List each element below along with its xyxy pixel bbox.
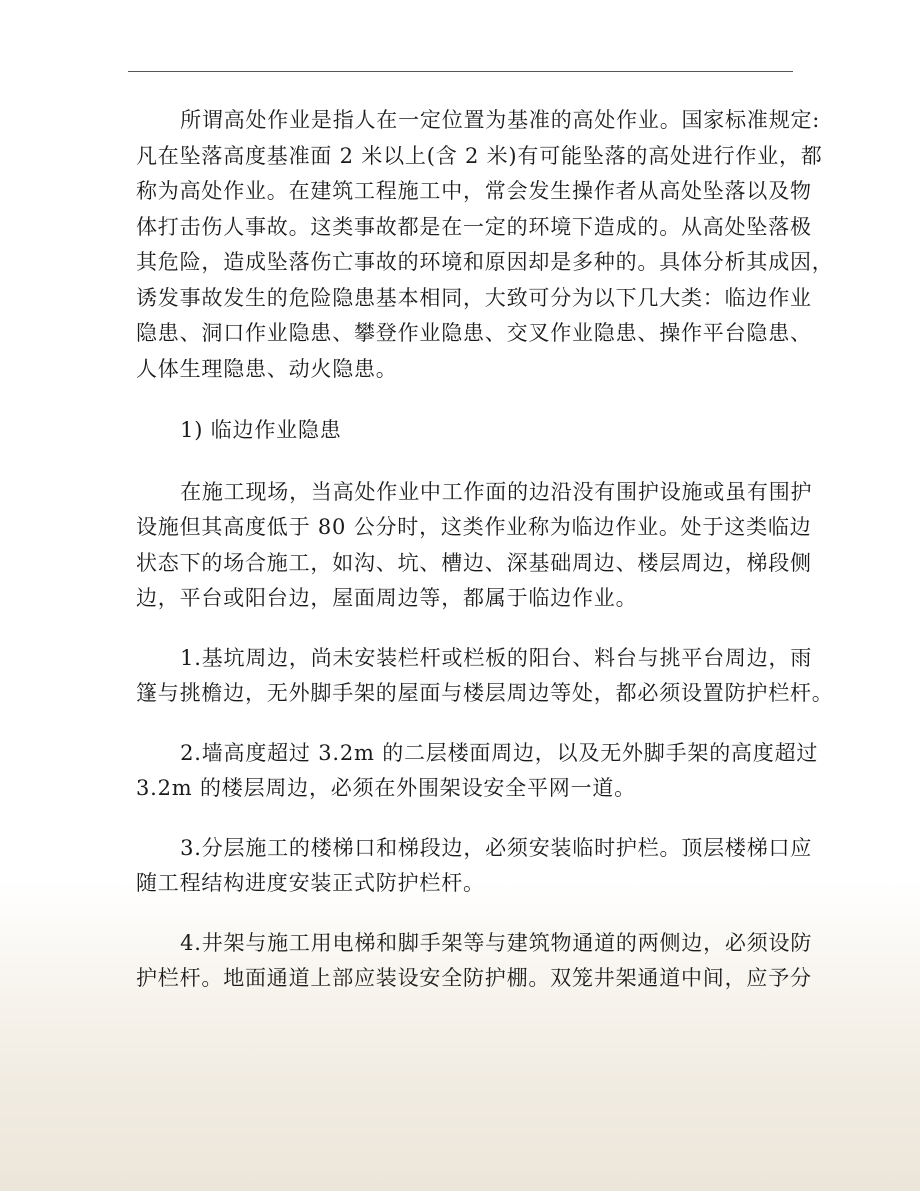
document-body — [136, 103, 834, 997]
paragraph-intro: 所谓高处作业是指人在一定位置为基准的高处作业。国家标准规定: 凡在坠落高度基准面 2 米以上(含 2 米)有可能坠落的高处进行作业，都 称为高处作业。在建筑工程施工中，常会发生操作者从高处坠落以及物 体打击伤人事故。这类事故都是在一定的环境下造成的。从高处坠落极 其危险，造成坠落伤亡事故的环境和原因却是多种的。具体分析其成因， 诱发事故发生的危险隐患基本相同，大致可分为以下几大类：临边作业 隐患、洞口作业隐患、攀登作业隐患、交叉作业隐患、操作平台隐患、 人体生理隐患、动火隐患。 — [136, 108, 834, 381]
list-item-4: 4.井架与施工用电梯和脚手架等与建筑物通道的两侧边，必须设防 护栏杆。地面通道上部应装设安全防护棚。双笼井架通道中间，应予分 — [136, 930, 813, 990]
list-item-1: 1.基坑周边，尚未安装栏杆或栏板的阳台、料台与挑平台周边，雨 篷与挑檐边，无外脚手架的屋面与楼层周边等处，都必须设置防护栏杆。 — [136, 645, 834, 705]
section-heading: 1) 临边作业隐患 — [180, 418, 342, 442]
header-rule — [128, 71, 793, 72]
list-item-2: 2.墙高度超过 3.2m 的二层楼面周边，以及无外脚手架的高度超过 3.2m 的楼层周边，必须在外围架设安全平网一道。 — [136, 740, 819, 800]
list-item-3: 3.分层施工的楼梯口和梯段边，必须安装临时护栏。顶层楼梯口应 随工程结构进度安装正式防护栏杆。 — [136, 835, 813, 895]
paragraph-definition: 在施工现场，当高处作业中工作面的边沿没有围护设施或虽有围护 设施但其高度低于 80 公分时，这类作业称为临边作业。处于这类临边 状态下的场合施工，如沟、坑、槽边、深基础周边、楼层周边，梯段侧 边，平台或阳台边，屋面周边等，都属于临边作业。 — [136, 479, 813, 610]
